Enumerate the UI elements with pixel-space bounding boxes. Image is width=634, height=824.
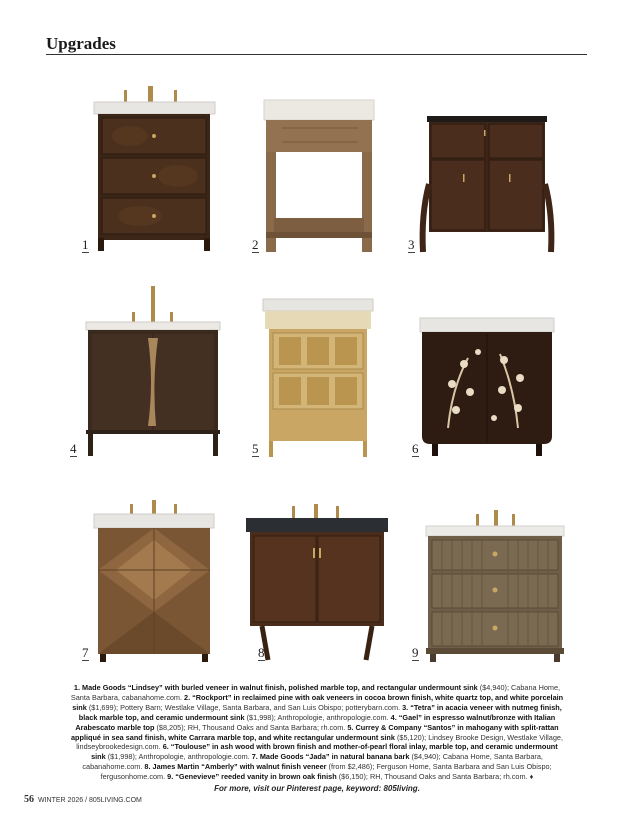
page-folio [24, 794, 142, 805]
caption-6-details: ($1,998); Anthropologie, anthropologie.com. [105, 752, 252, 762]
caption-2-details: ($1,699); Pottery Barn; Westlake Village, Santa Barbara, and San Luis Obispo; potterybarn.com. [86, 702, 403, 712]
item-number-1: 1 [82, 237, 89, 252]
caption-5-title: 5. Currey & Company “Santos” in mahogany with split-rattan appliqué in sea sand finish, white Carrara marble top, and white rectangular undermount sink [70, 722, 559, 742]
vanity-2-rockport-image [262, 98, 376, 254]
caption-4-title: 4. “Gael” in espresso walnut/bronze with Italian Arabescato marble top [75, 712, 556, 732]
caption-5-details: ($5,120); Lindsey Brooke Design, Westlake Village, lindseybrookedesign.com. [76, 732, 564, 752]
vanity-6-toulouse-image [418, 318, 556, 458]
header-divider [46, 54, 587, 55]
vanity-1-lindsey-image [90, 84, 220, 254]
item-number-9: 9 [412, 645, 419, 660]
item-number-5: 5 [252, 441, 259, 456]
caption-7-details: ($4,940); Cabana Home, Santa Barbara, cabanahome.com. [82, 752, 543, 772]
vanity-3-tetra-image [419, 114, 554, 254]
item-number-8: 8 [258, 645, 265, 660]
vanity-4-gael-image [82, 286, 224, 458]
item-number-2: 2 [252, 237, 259, 252]
caption-2-title: 2. “Rockport” in reclaimed pine with oak veneers in cocoa brown finish, white quartz top, and white porcelain sink [72, 692, 564, 712]
caption-9-title: 9. “Genevieve” reeded vanity in brown oak finish [167, 772, 337, 782]
caption-1-details: ($4,940); Cabana Home, Santa Barbara, cabanahome.com. [70, 683, 561, 702]
caption-3-details: ($1,998); Anthropologie, anthropologie.com. [244, 712, 391, 722]
vanity-5-santos-image [261, 299, 375, 458]
caption-8-details: (from $2,486); Ferguson Home, Santa Barbara and San Luis Obispo; fergusonhome.com. [100, 762, 552, 782]
vanity-9-genevieve-image [422, 510, 568, 662]
caption-4-details: ($8,205); RH, Thousand Oaks and Santa Barbara; rh.com. [154, 722, 348, 732]
vanity-8-amberly-image [244, 504, 390, 662]
caption-7-title: 7. Made Goods “Jada” in natural banana bark [251, 752, 410, 762]
page-section-title: Upgrades [46, 34, 116, 53]
page-number: 56 [24, 794, 34, 805]
product-captions [70, 683, 564, 782]
caption-6-title: 6. “Toulouse” in ash wood with brown finish and mother-of-pearl floral inlay, marble top, and ceramic undermount sink [91, 742, 558, 762]
caption-1-title: 1. Made Goods “Lindsey” with burled veneer in walnut finish, polished marble top, and rectangular undermount sink [73, 683, 478, 692]
pinterest-note: For more, visit our Pinterest page, keyword: 805living. [214, 784, 420, 793]
item-number-6: 6 [412, 441, 419, 456]
item-number-4: 4 [70, 441, 77, 456]
caption-8-title: 8. James Martin “Amberly” with walnut finish veneer [144, 762, 327, 772]
item-number-3: 3 [408, 237, 415, 252]
vanity-7-jada-image [92, 500, 216, 662]
issue-line: WINTER 2026 / 805LIVING.COM [38, 797, 142, 804]
caption-9-details: ($6,150); RH, Thousand Oaks and Santa Barbara; rh.com. ♦ [336, 772, 534, 782]
caption-3-title: 3. “Tetra” in acacia veneer with nutmeg finish, black marble top, and ceramic undermount sink [78, 702, 562, 722]
item-number-7: 7 [82, 645, 89, 660]
